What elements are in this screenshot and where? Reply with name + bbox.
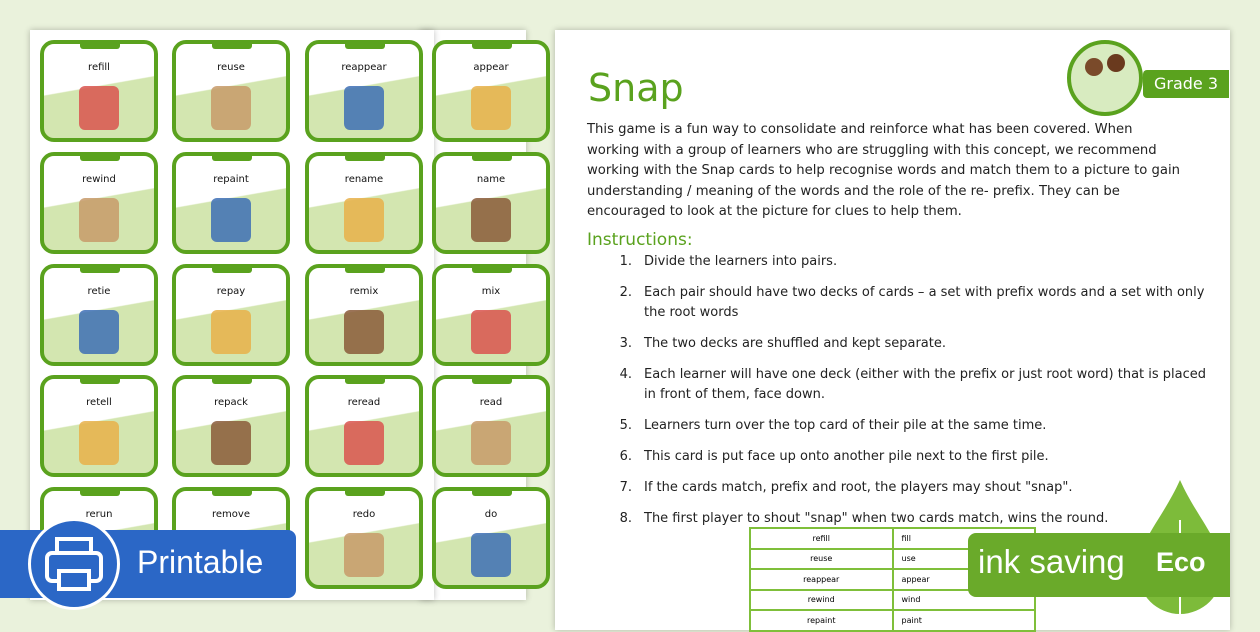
card-illustration [79,310,119,354]
root-word: paint [893,610,1036,631]
card-word: repack [214,397,248,408]
card-grade-tab [345,154,385,161]
card-word: retell [86,397,112,408]
step-number: 3. [619,336,632,351]
instruction-step [607,283,1207,323]
card-grade-tab [212,42,252,49]
step-text: The first player to shout "snap" when two cards match, wins the round. [644,511,1109,526]
page-title: Snap [588,66,684,110]
card-illustration [79,421,119,465]
snap-card [172,40,290,142]
prefix-word: repaint [750,610,893,631]
snap-card [432,264,550,366]
card-word: rewind [82,174,116,185]
step-number: 2. [619,285,632,300]
step-number: 5. [619,418,632,433]
card-word: remove [212,509,250,520]
instruction-step [607,334,1207,354]
card-illustration [211,86,251,130]
instruction-steps [607,252,1207,540]
snap-card [305,152,423,254]
snap-card [172,375,290,477]
card-grade-tab [212,266,252,273]
table-row [750,610,1035,631]
card-illustration [344,421,384,465]
card-word: reappear [341,62,387,73]
root-word: wind [893,590,1036,611]
instruction-step [607,252,1207,272]
card-word: repay [216,286,246,297]
root-word: appear [893,569,1036,590]
intro-text: This game is a fun way to consolidate and reinforce what has been covered. When working with a group of learners who are struggling with this concept, we recommend working with the Snap cards to help recognise words and match them to a picture to gain understanding / meaning of the words and the role of the re- prefix. They can be encouraged to look at the picture for clues to help them. [587,122,1181,219]
card-illustration [471,198,511,242]
root-word: use [893,549,1036,570]
instruction-step [607,447,1207,467]
card-word: do [484,509,498,520]
card-grade-tab [212,489,252,496]
card-grade-tab [80,266,120,273]
printable-label: Printable [137,544,264,580]
card-grade-tab [80,489,120,496]
step-number: 6. [619,449,632,464]
card-word: reuse [217,62,245,73]
grade-badge: Grade 3 [1143,70,1229,98]
card-illustration [211,198,251,242]
eco-label: Eco [1156,547,1206,577]
card-grade-tab [345,377,385,384]
snap-card [432,487,550,589]
card-grade-tab [80,377,120,384]
step-number: 1. [619,254,632,269]
snap-card [40,152,158,254]
printable-badge [0,530,296,598]
card-illustration [344,533,384,577]
step-number: 8. [619,511,632,526]
step-text: Divide the learners into pairs. [644,254,838,269]
card-grade-tab [345,42,385,49]
card-word: rerun [85,509,113,520]
card-illustration [211,310,251,354]
snap-card [305,375,423,477]
snap-card [432,40,550,142]
card-word: mix [481,286,501,297]
card-illustration [471,86,511,130]
card-illustration [344,86,384,130]
step-text: If the cards match, prefix and root, the players may shout "snap". [644,480,1073,495]
card-illustration [211,421,251,465]
card-grade-tab [345,266,385,273]
instruction-step [607,365,1207,405]
card-grade-tab [212,154,252,161]
card-word: refill [88,62,110,73]
snap-card [172,264,290,366]
card-grade-tab [472,266,512,273]
card-illustration [471,421,511,465]
prefix-word: rewind [750,590,893,611]
card-word: read [479,397,503,408]
children-avatar [1067,40,1143,116]
card-illustration [471,310,511,354]
snap-card [305,487,423,589]
step-text: The two decks are shuffled and kept separate. [644,336,946,351]
snap-card [432,375,550,477]
card-grade-tab [212,377,252,384]
card-grade-tab [345,489,385,496]
prefix-word: reappear [750,569,893,590]
step-text: Each pair should have two decks of cards – a set with prefix words and a set with only the root words [644,285,1205,320]
snap-card [305,40,423,142]
prefix-word: refill [750,528,893,549]
card-grade-tab [472,42,512,49]
card-illustration [344,198,384,242]
printer-icon [28,518,120,610]
snap-card [172,152,290,254]
card-illustration [79,86,119,130]
prefix-word: reuse [750,549,893,570]
card-word: remix [349,286,379,297]
ink-saving-label: ink saving [978,543,1125,580]
step-text: This card is put face up onto another pile next to the first pile. [644,449,1049,464]
step-number: 7. [619,480,632,495]
card-word: reread [347,397,381,408]
step-text: Each learner will have one deck (either with the prefix or just root word) that is placed in front of them, face down. [644,367,1207,402]
instruction-step [607,416,1207,436]
card-word: retie [87,286,111,297]
card-grade-tab [472,489,512,496]
snap-card [40,264,158,366]
card-word: appear [473,62,509,73]
card-illustration [344,310,384,354]
card-grade-tab [472,377,512,384]
card-word: redo [352,509,376,520]
step-number: 4. [619,367,632,382]
instruction-step [607,509,1207,529]
snap-card [40,40,158,142]
card-illustration [79,198,119,242]
card-word: rename [344,174,384,185]
instructions-heading: Instructions: [587,230,693,250]
card-word: name [476,174,506,185]
ink-saving-badge [968,533,1230,597]
snap-card [40,375,158,477]
instruction-step [607,478,1207,498]
root-word: fill [893,528,1036,549]
card-illustration [471,533,511,577]
snap-card [305,264,423,366]
card-grade-tab [472,154,512,161]
card-grade-tab [80,154,120,161]
card-grade-tab [80,42,120,49]
snap-card [432,152,550,254]
card-word: repaint [213,174,249,185]
step-text: Learners turn over the top card of their pile at the same time. [644,418,1047,433]
